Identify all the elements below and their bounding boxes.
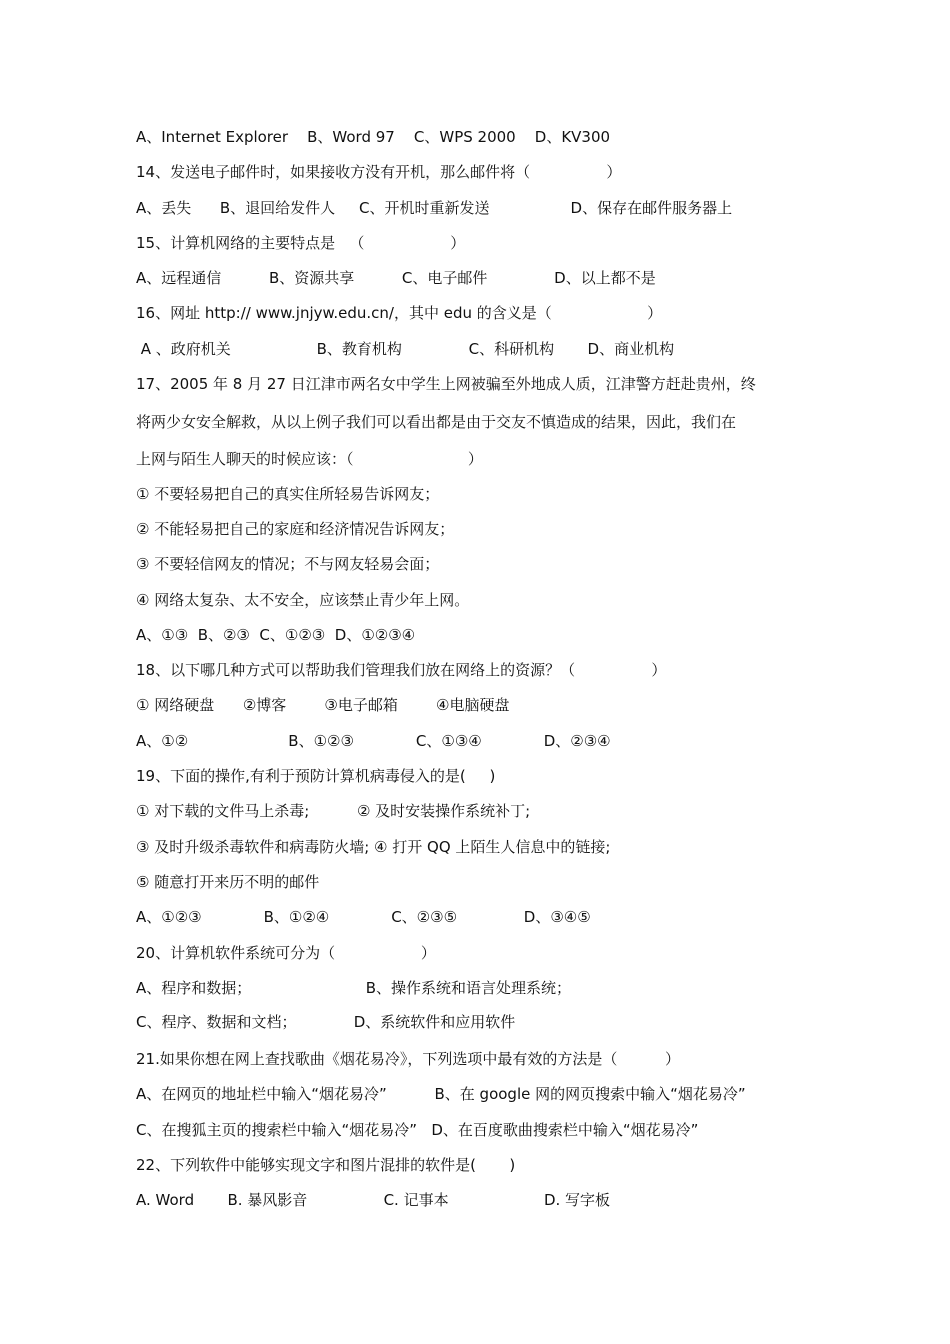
- question-21-options-2: C、在搜狐主页的搜索栏中输入“烟花易冷” D、在百度歌曲搜索栏中输入“烟花易冷”: [136, 1121, 699, 1139]
- question-19-items-2: ③ 及时升级杀毒软件和病毒防火墙; ④ 打开 QQ 上陌生人信息中的链接;: [136, 838, 611, 856]
- question-20-options-1: A、程序和数据； B、操作系统和语言处理系统；: [136, 979, 571, 997]
- question-17-stem-line-2: 将两少女安全解救，从以上例子我们可以看出都是由于交友不慎造成的结果，因此，我们在: [136, 413, 737, 431]
- question-17-stem-line-1: 17、2005 年 8 月 27 日江津市两名女中学生上网被骗至外地成人质，江津警方赶赴贵州，终: [136, 375, 756, 393]
- question-14-stem: 14、发送电子邮件时，如果接收方没有开机，那么邮件将（ ）: [136, 163, 622, 181]
- question-15-stem: 15、计算机网络的主要特点是 （ ）: [136, 234, 466, 252]
- question-16-options: A 、政府机关 B、教育机构 C、科研机构 D、商业机构: [136, 340, 675, 358]
- question-19-stem: 19、下面的操作,有利于预防计算机病毒侵入的是( ): [136, 767, 496, 785]
- question-18-stem: 18、以下哪几种方式可以帮助我们管理我们放在网络上的资源？（ ）: [136, 661, 667, 679]
- question-22-stem: 22、下列软件中能够实现文字和图片混排的软件是( ): [136, 1156, 516, 1174]
- question-19-items-3: ⑤ 随意打开来历不明的邮件: [136, 873, 320, 891]
- question-17-item-3: ③ 不要轻信网友的情况；不与网友轻易会面；: [136, 555, 440, 573]
- question-18-items: ① 网络硬盘 ②博客 ③电子邮箱 ④电脑硬盘: [136, 696, 510, 714]
- question-17-options: A、①③ B、②③ C、①②③ D、①②③④: [136, 626, 416, 644]
- question-13-options: A、Internet Explorer B、Word 97 C、WPS 2000 D、KV300: [136, 128, 611, 146]
- question-22-options: A. Word B. 暴风影音 C. 记事本 D. 写字板: [136, 1191, 611, 1209]
- question-20-options-2: C、程序、数据和文档； D、系统软件和应用软件: [136, 1013, 516, 1031]
- question-21-stem: 21.如果你想在网上查找歌曲《烟花易冷》，下列选项中最有效的方法是（ ）: [136, 1050, 681, 1068]
- question-18-options: A、①② B、①②③ C、①③④ D、②③④: [136, 732, 611, 750]
- question-16-stem: 16、网址 http:// www.jnjyw.edu.cn/，其中 edu 的含义是（ ）: [136, 304, 663, 322]
- question-15-options: A、远程通信 B、资源共享 C、电子邮件 D、以上都不是: [136, 269, 656, 287]
- question-17-item-2: ② 不能轻易把自己的家庭和经济情况告诉网友；: [136, 520, 455, 538]
- question-17-stem-line-3: 上网与陌生人聊天的时候应该：（ ）: [136, 450, 483, 468]
- question-17-item-1: ① 不要轻易把自己的真实住所轻易告诉网友；: [136, 485, 440, 503]
- question-14-options: A、丢失 B、退回给发件人 C、开机时重新发送 D、保存在邮件服务器上: [136, 199, 733, 217]
- question-19-items-1: ① 对下载的文件马上杀毒; ② 及时安装操作系统补丁;: [136, 802, 531, 820]
- question-20-stem: 20、计算机软件系统可分为（ ）: [136, 944, 436, 962]
- question-17-item-4: ④ 网络太复杂、太不安全，应该禁止青少年上网。: [136, 591, 470, 609]
- question-19-options: A、①②③ B、①②④ C、②③⑤ D、③④⑤: [136, 908, 591, 926]
- question-21-options-1: A、在网页的地址栏中输入“烟花易冷” B、在 google 网的网页搜索中输入“烟花易冷”: [136, 1085, 746, 1103]
